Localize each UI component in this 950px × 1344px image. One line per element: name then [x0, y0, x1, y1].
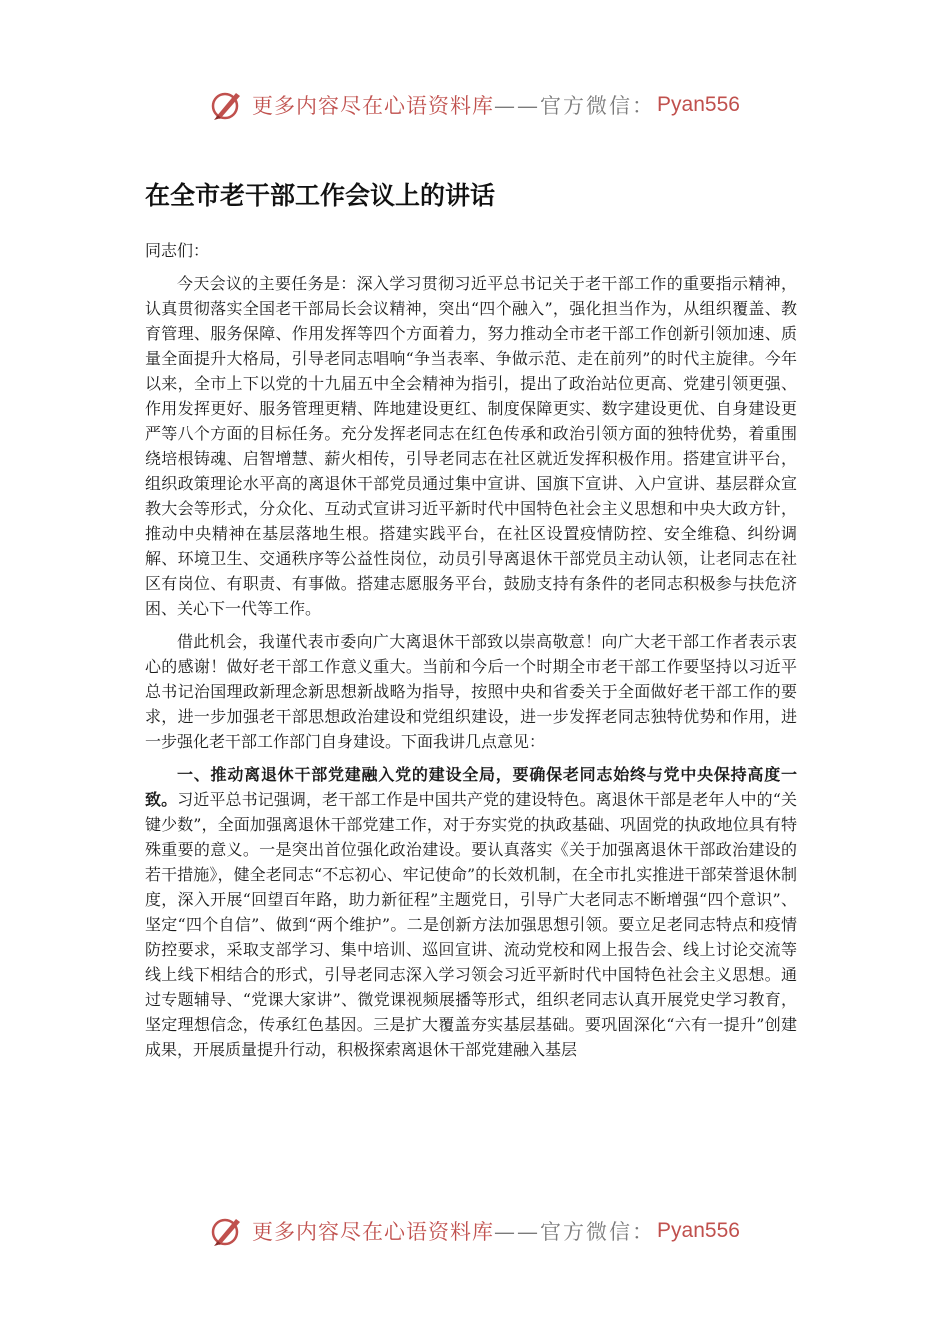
watermark-brand-text: 更多内容尽在心语资料库: [252, 94, 495, 118]
paragraph-2-text: 借此机会，我谨代表市委向广大离退休干部致以崇高敬意！向广大老干部工作者表示衷心的感谢！做好老干部工作意义重大。当前和今后一个时期全市老干部工作要坚持以习近平总书记治国理政新理念新思想新战略为指导，按照中央和省委关于全面做好老干部工作的要求，进一步加强老干部思想政治建设和党组织建设，进一步发挥老同志独特优势和作用，进一步强化老干部工作部门自身建设。下面我讲几点意见：: [145, 632, 797, 751]
paragraph-3-text: 习近平总书记强调，老干部工作是中国共产党的建设特色。离退休干部是老年人中的“关键少数”，全面加强离退休干部党建工作，对于夯实党的执政基础、巩固党的执政地位具有特殊重要的意义。一是突出首位强化政治建设。要认真落实《关于加强离退休干部政治建设的若干措施》，健全老同志“不忘初心、牢记使命”的长效机制，在全市扎实推进干部荣誉退休制度，深入开展“回望百年路，助力新征程”主题党日，引导广大老同志不断增强“四个意识”、坚定“四个自信”、做到“两个维护”。二是创新方法加强思想引领。要立足老同志特点和疫情防控要求，采取支部学习、集中培训、巡回宣讲、流动党校和网上报告会、线上讨论交流等线上线下相结合的形式，引导老同志深入学习领会习近平新时代中国特色社会主义思想。通过专题辅导、“党课大家讲”、微党课视频展播等形式，组织老同志认真开展党史学习教育，坚定理想信念，传承红色基因。三是扩大覆盖夯实基层基础。要巩固深化“六有一提升”创建成果，开展质量提升行动，积极探索离退休干部党建融入基层: [145, 790, 797, 1059]
watermark-wechat-id: Pyan556: [657, 1219, 740, 1242]
paragraph-3: [145, 762, 797, 1062]
section-heading-1: 一、推动离退休干部党建融入党的建设全局，要确保老同志始终与党中央保持高度一致。: [145, 765, 797, 809]
greeting: 同志们：: [145, 241, 210, 260]
watermark-official-text: ——官方微信：: [494, 94, 656, 118]
brush-pen-logo-icon: [210, 1213, 246, 1249]
document-body: [145, 176, 797, 1070]
paragraph-1-text: 今天会议的主要任务是：深入学习贯彻习近平总书记关于老干部工作的重要指示精神，认真贯彻落实全国老干部局长会议精神，突出“四个融入”，强化担当作为，从组织覆盖、教育管理、服务保障、作用发挥等四个方面着力，努力推动全市老干部工作创新引领加速、质量全面提升大格局，引导老同志唱响“争当表率、争做示范、走在前列”的时代主旋律。今年以来，全市上下以党的十九届五中全会精神为指引，提出了政治站位更高、党建引领更强、作用发挥更好、服务管理更精、阵地建设更红、制度保障更实、数字建设更优、自身建设更严等八个方面的目标任务。充分发挥老同志在红色传承和政治引领方面的独特优势，着重围绕培根铸魂、启智增慧、薪火相传，引导老同志在社区就近发挥积极作用。搭建宣讲平台，组织政策理论水平高的离退休干部党员通过集中宣讲、国旗下宣讲、入户宣讲、基层群众宣教大会等形式，分众化、互动式宣讲习近平新时代中国特色社会主义思想和中央大政方针，推动中央精神在基层落地生根。搭建实践平台，在社区设置疫情防控、安全维稳、纠纷调解、环境卫生、交通秩序等公益性岗位，动员引导离退休干部党员主动认领，让老同志在社区有岗位、有职责、有事做。搭建志愿服务平台，鼓励支持有条件的老同志积极参与扶危济困、关心下一代等工作。: [145, 274, 797, 618]
paragraph-2: [145, 629, 797, 754]
brush-pen-logo-icon: [210, 87, 246, 123]
watermark-wechat-id: Pyan556: [657, 93, 740, 116]
document-title: 在全市老干部工作会议上的讲话: [145, 181, 496, 210]
watermark-official-text: ——官方微信：: [494, 1220, 656, 1244]
watermark-banner-bottom: [0, 1206, 950, 1256]
paragraph-1: [145, 271, 797, 621]
watermark-brand-text: 更多内容尽在心语资料库: [252, 1220, 495, 1244]
watermark-banner-top: [0, 80, 950, 130]
